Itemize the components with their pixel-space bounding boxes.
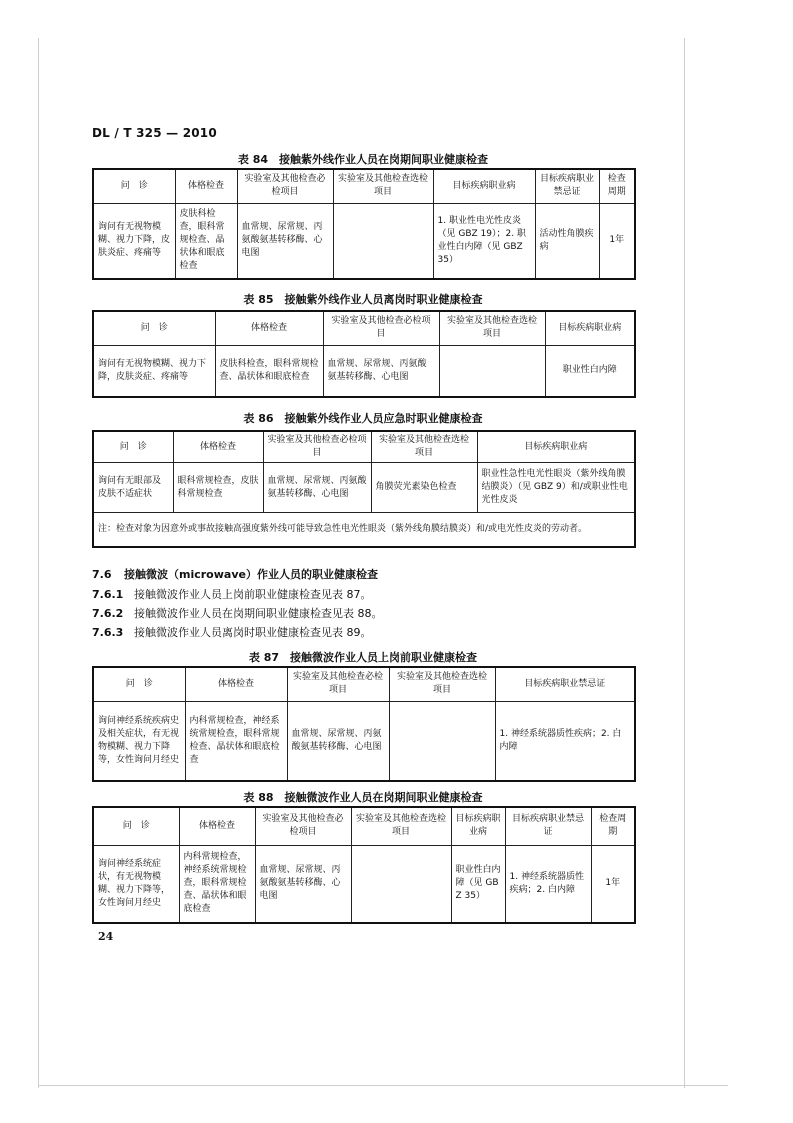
table-86-caption: 表 86 接触紫外线作业人员应急时职业健康检查 (243, 412, 483, 425)
table-88-cell: 内科常规检查，神经系统常规检查，眼科常规检查、晶状体和眼底检查 (179, 845, 255, 923)
table-86-cell: 眼科常规检查，皮肤科常规检查 (173, 463, 263, 513)
table-85-header: 实验室及其他检查必检项目 (323, 311, 439, 345)
table-85-header: 实验室及其他检查选检项目 (439, 311, 545, 345)
table-84-cell: 询问有无视物模糊、视力下降，皮肤炎症、疼痛等 (93, 203, 175, 279)
table-84-header: 实验室及其他检查选检项目 (333, 169, 433, 203)
table-84-header: 检查周期 (599, 169, 635, 203)
table-87-cell (389, 701, 495, 781)
section-heading-text: 接触微波（microwave）作业人员的职业健康检查 (124, 568, 378, 581)
table-84-header: 目标疾病职业禁忌证 (535, 169, 599, 203)
section-item-text: 接触微波作业人员上岗前职业健康检查见表 87。 (134, 588, 372, 601)
table-85 (92, 310, 636, 398)
table-87 (92, 666, 636, 782)
table-86-cell: 询问有无眼部及皮肤不适症状 (93, 463, 173, 513)
table-86-cell: 血常规、尿常规、丙氨酸氨基转移酶、心电图 (263, 463, 371, 513)
table-87-cell: 内科常规检查，神经系统常规检查，眼科常规检查、晶状体和眼底检查 (185, 701, 287, 781)
table-87-cell: 询问神经系统疾病史及相关症状，有无视物模糊、视力下降等，女性询问月经史 (93, 701, 185, 781)
table-86-header: 目标疾病职业病 (477, 431, 635, 463)
table-87-caption: 表 87 接触微波作业人员上岗前职业健康检查 (248, 651, 478, 664)
table-84-cell: 皮肤科检查，眼科常规检查、晶状体和眼底检查 (175, 203, 237, 279)
table-84-header: 问 诊 (93, 169, 175, 203)
table-84-header: 目标疾病职业病 (433, 169, 535, 203)
table-87-header: 实验室及其他检查必检项目 (287, 667, 389, 701)
page-number: 24 (98, 930, 114, 943)
table-86-header: 实验室及其他检查选检项目 (371, 431, 477, 463)
table-84-cell (333, 203, 433, 279)
table-85-cell: 血常规、尿常规、丙氨酸氨基转移酶、心电图 (323, 345, 439, 397)
table-88-cell: 询问神经系统症状，有无视物模糊、视力下降等，女性询问月经史 (93, 845, 179, 923)
section-heading (92, 566, 378, 582)
table-88-cell: 1年 (591, 845, 635, 923)
table-85-header: 目标疾病职业病 (545, 311, 635, 345)
table-84-cell: 1. 职业性电光性皮炎（见 GBZ 19）；2. 职业性白内障（见 GBZ 35） (433, 203, 535, 279)
table-87-cell: 血常规、尿常规、丙氨酸氨基转移酶、心电图 (287, 701, 389, 781)
table-88-cell (351, 845, 451, 923)
table-88-header: 实验室及其他检查选检项目 (351, 807, 451, 845)
table-87-cell: 1. 神经系统器质性疾病；2. 白内障 (495, 701, 635, 781)
table-85-header: 体格检查 (215, 311, 323, 345)
page-border-bottom (38, 1085, 728, 1086)
table-84-cell: 活动性角膜疾病 (535, 203, 599, 279)
table-88-cell: 1. 神经系统器质性疾病；2. 白内障 (505, 845, 591, 923)
table-87-header: 问 诊 (93, 667, 185, 701)
table-86-note: 注：检查对象为因意外或事故接触高强度紫外线可能导致急性电光性眼炎（紫外线角膜结膜炎）和/或电光性皮炎的劳动者。 (93, 513, 635, 547)
table-87-header: 实验室及其他检查选检项目 (389, 667, 495, 701)
table-85-cell (439, 345, 545, 397)
table-88-header: 检查周期 (591, 807, 635, 845)
table-88-cell: 血常规、尿常规、丙氨酸氨基转移酶、心电图 (255, 845, 351, 923)
page-border-left (38, 38, 39, 1088)
table-86-header: 体格检查 (173, 431, 263, 463)
section-item (92, 624, 372, 640)
table-86 (92, 430, 636, 548)
table-85-caption: 表 85 接触紫外线作业人员离岗时职业健康检查 (243, 293, 483, 306)
table-86-cell: 角膜荧光素染色检查 (371, 463, 477, 513)
table-85-header: 问 诊 (93, 311, 215, 345)
table-85-cell: 皮肤科检查，眼科常规检查、晶状体和眼底检查 (215, 345, 323, 397)
document-code: DL / T 325 — 2010 (92, 126, 217, 140)
section-item-number: 7.6.1 (92, 588, 124, 601)
table-85-cell: 职业性白内障 (545, 345, 635, 397)
table-88-cell: 职业性白内障（见 GBZ 35） (451, 845, 505, 923)
section-item-text: 接触微波作业人员在岗期间职业健康检查见表 88。 (134, 607, 383, 620)
section-item-text: 接触微波作业人员离岗时职业健康检查见表 89。 (134, 626, 372, 639)
section-heading-number: 7.6 (92, 568, 112, 581)
table-88 (92, 806, 636, 924)
table-84-header: 实验室及其他检查必检项目 (237, 169, 333, 203)
section-item-number: 7.6.3 (92, 626, 124, 639)
table-84-header: 体格检查 (175, 169, 237, 203)
table-88-header: 目标疾病职业病 (451, 807, 505, 845)
table-88-header: 实验室及其他检查必检项目 (255, 807, 351, 845)
table-87-header: 目标疾病职业禁忌证 (495, 667, 635, 701)
table-88-caption: 表 88 接触微波作业人员在岗期间职业健康检查 (243, 791, 483, 804)
table-88-header: 问 诊 (93, 807, 179, 845)
table-84-caption: 表 84 接触紫外线作业人员在岗期间职业健康检查 (237, 153, 489, 166)
table-86-cell: 职业性急性电光性眼炎（紫外线角膜结膜炎）（见 GBZ 9）和/或职业性电光性皮炎 (477, 463, 635, 513)
table-84-cell: 1年 (599, 203, 635, 279)
table-88-header: 体格检查 (179, 807, 255, 845)
table-88-header: 目标疾病职业禁忌证 (505, 807, 591, 845)
table-85-cell: 询问有无视物模糊、视力下降，皮肤炎症、疼痛等 (93, 345, 215, 397)
table-86-header: 实验室及其他检查必检项目 (263, 431, 371, 463)
page-border-right (684, 38, 685, 1088)
section-item-number: 7.6.2 (92, 607, 124, 620)
table-87-header: 体格检查 (185, 667, 287, 701)
table-86-header: 问 诊 (93, 431, 173, 463)
table-84 (92, 168, 636, 280)
section-item (92, 586, 372, 602)
section-item (92, 605, 383, 621)
table-84-cell: 血常规、尿常规、丙氨酸氨基转移酶、心电图 (237, 203, 333, 279)
